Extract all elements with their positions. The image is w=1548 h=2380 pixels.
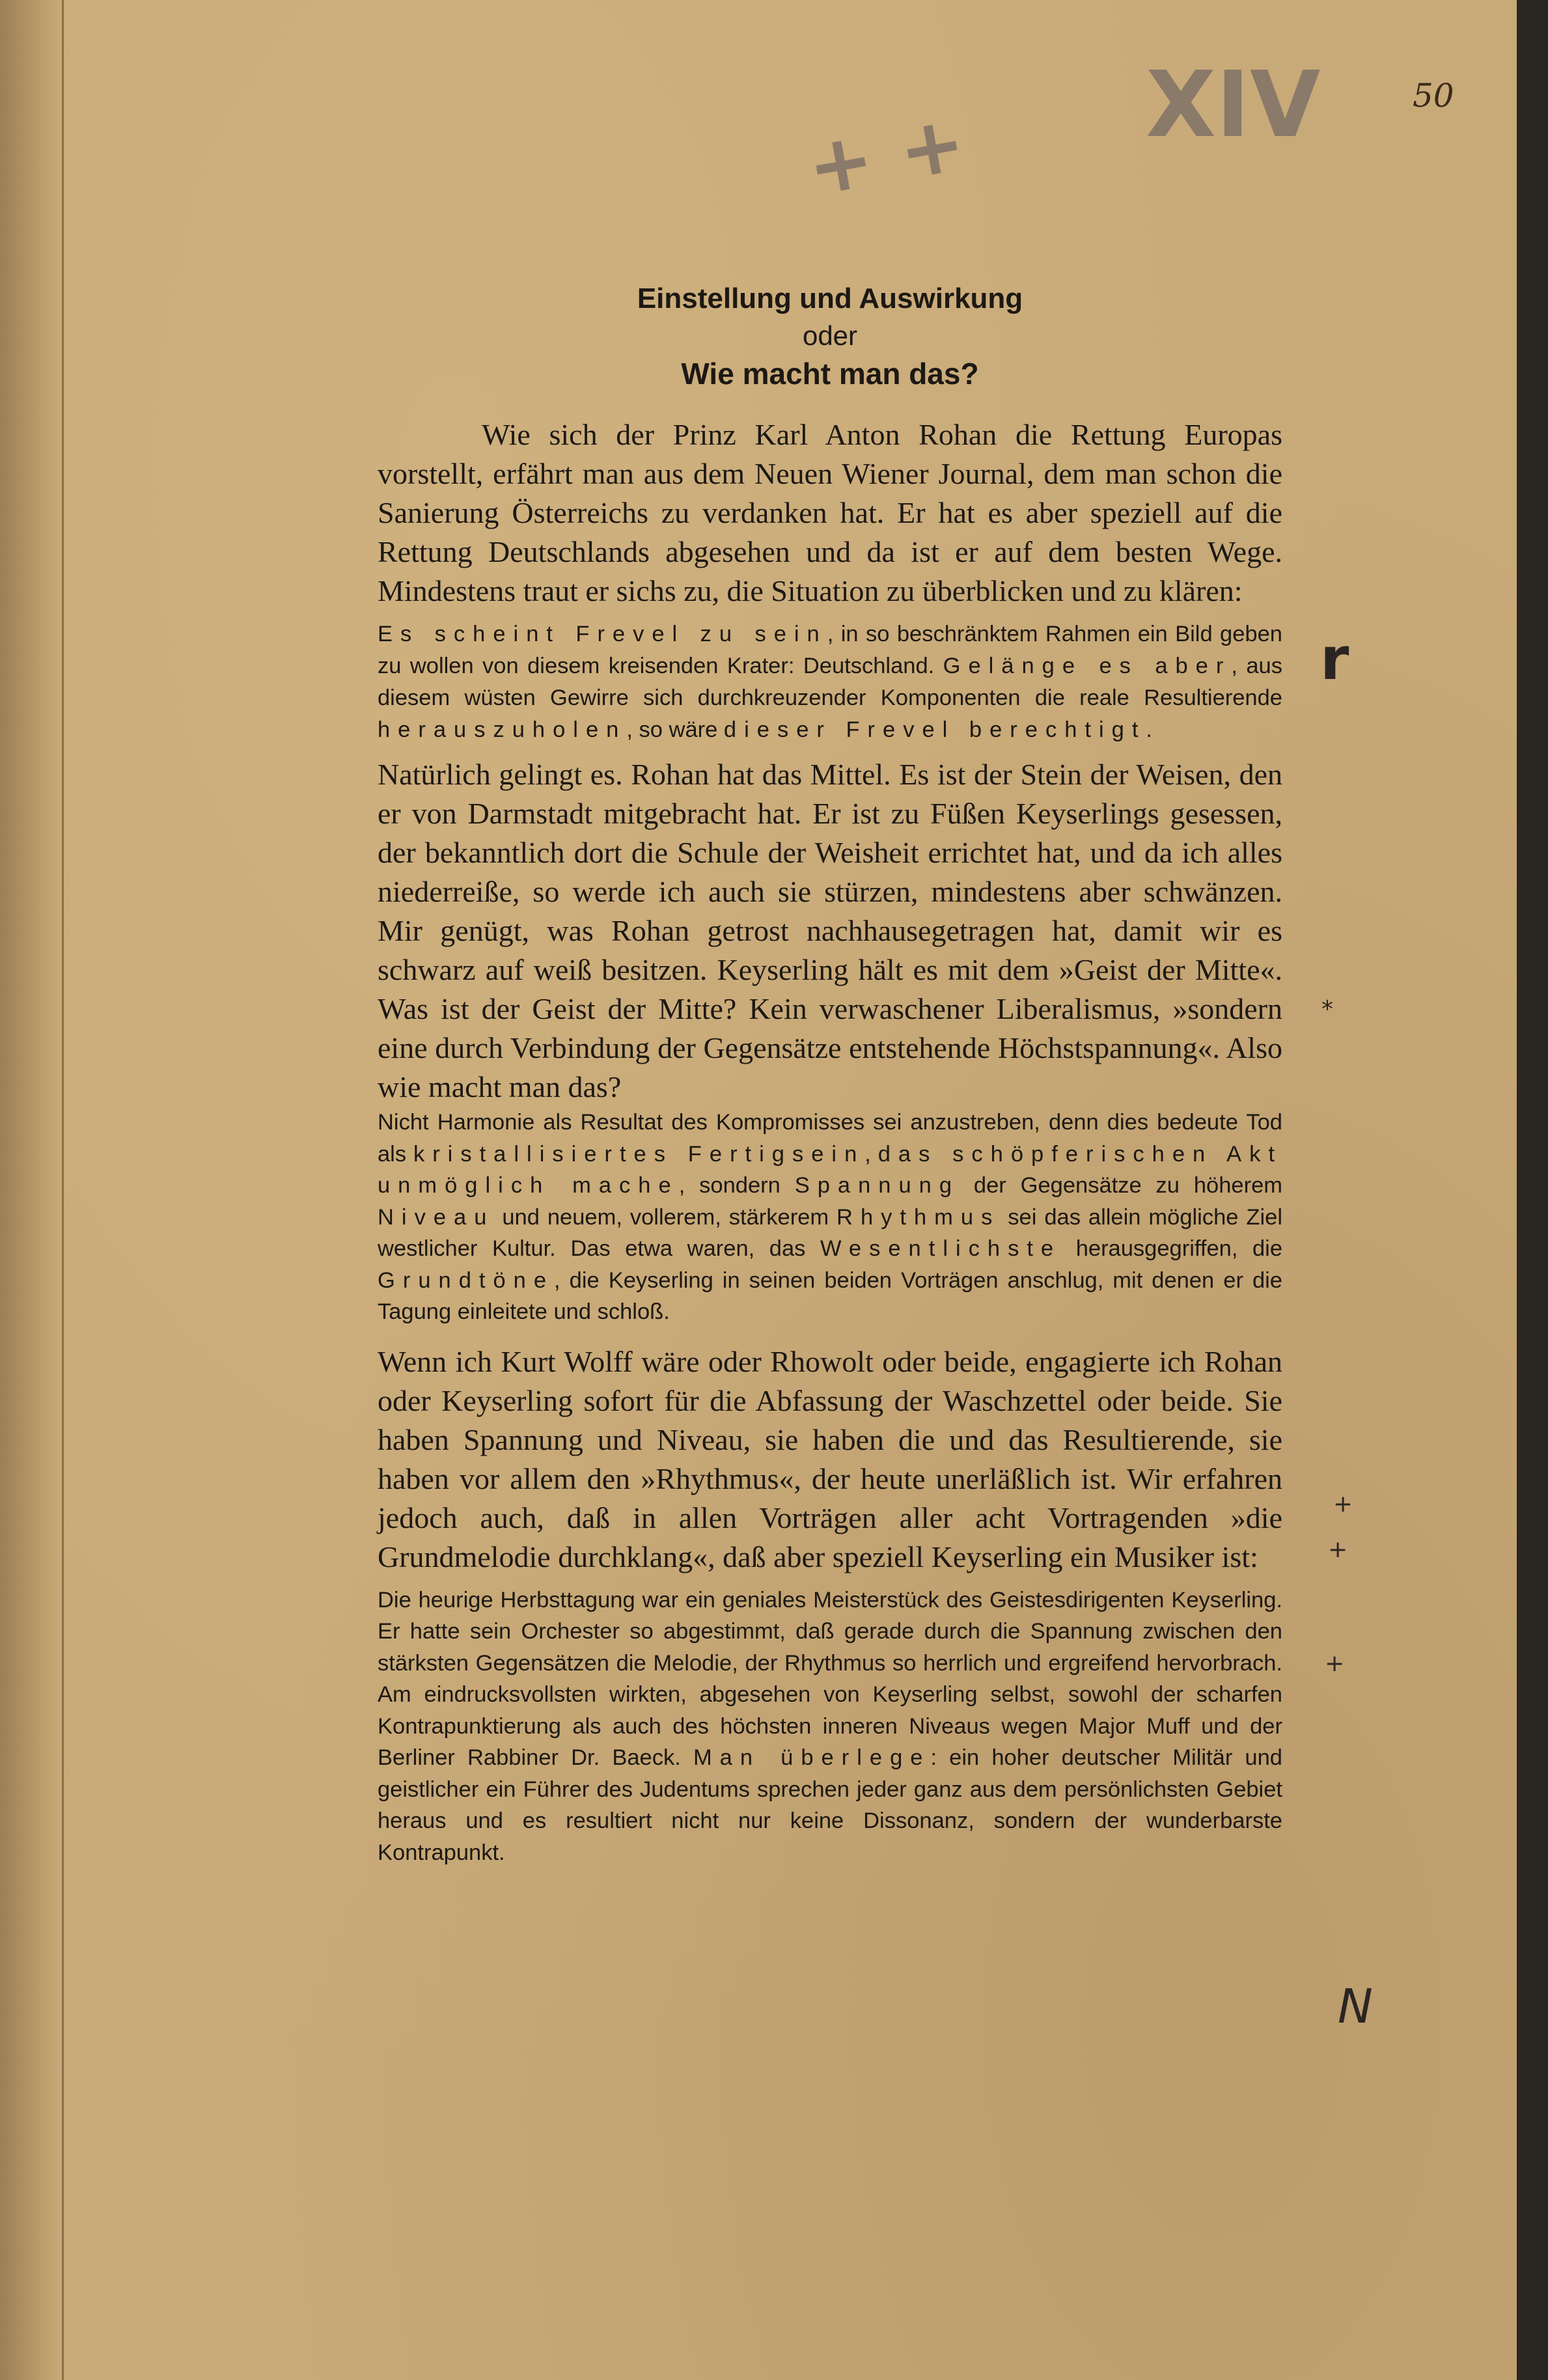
quote-3 xyxy=(378,1584,1282,1869)
pencil-mark-top-left: + + xyxy=(800,97,973,215)
margin-mark-4: + xyxy=(1328,1536,1348,1563)
quote-2-text-2: , xyxy=(864,1141,878,1167)
margin-mark-3: + xyxy=(1333,1491,1353,1517)
quote-1 xyxy=(378,618,1282,746)
article-body xyxy=(378,280,1282,1868)
article-title-connector: oder xyxy=(802,320,858,351)
quote-2-text-3: , sondern xyxy=(678,1173,795,1198)
quote-2-text-6: sei das allein mögliche Ziel westlicher Kultur. Das etwa waren, das xyxy=(378,1204,1282,1261)
quote-1-text-4: . xyxy=(1146,717,1152,742)
quote-2-spaced-3: Spannung xyxy=(794,1173,960,1198)
article-title: Einstellung und Auswirkung xyxy=(637,283,1023,314)
quote-2-spaced-6: Wesentlichste xyxy=(820,1236,1062,1261)
quote-2-spaced-1: kristallisiertes Fertigsein xyxy=(413,1141,865,1167)
margin-mark-6: N xyxy=(1338,1979,1373,2034)
paragraph-3: Wenn ich Kurt Wolff wäre oder Rhowolt oder beide, engagierte ich Rohan oder Keyserling sofort für die Abfassung der Waschzettel oder beide. Sie haben Spannung und Niveau, sie haben die und das Resultierende, sie haben vor allem den »Rhythmus«, der heute unerläßlich ist. Wir erfahren jedoch auch, daß in allen Vorträgen aller acht Vortragenden »die Grundmelodie durchklang«, daß aber speziell Keyserling ein Musiker ist: xyxy=(378,1344,1282,1573)
quote-3-text-1: Die heurige Herbsttagung war ein geniales Meisterstück des Geistesdirigenten Keyserling. Er hatte sein Orchester so abgestimmt, daß gerade durch die Spannung zwischen den stärksten Gegensätzen die Melodie, der Rhythmus so herrlich und ergreifend hervorbrach. Am eindrucksvollsten wirkten, abgesehen von Keyserling selbst, sowohl der scharfen Kontrapunktierung als auch des höchsten inneren Niveaus wegen Major Muff und der Berliner Rabbiner Dr. Baeck. xyxy=(378,1587,1282,1770)
quote-1-spaced-3: herauszuholen xyxy=(378,717,627,742)
quote-2 xyxy=(378,1107,1282,1328)
quote-2-spaced-5: Rhythmus xyxy=(836,1204,1001,1230)
page-number: 50 xyxy=(1413,77,1454,115)
quote-2-text-8: , die Keyserling in seinen beiden Vorträgen anschlug, mit denen er die Tagung einleitete und schloß. xyxy=(378,1267,1282,1324)
quote-3-text-2: : ein hoher deutscher Militär und geistlicher ein Führer des Judentums sprechen jeder ganz aus dem persönlichsten Gebiet heraus und es resultiert nicht nur keine Dissonanz, sondern der wunderbarste Kontrapunkt. xyxy=(378,1745,1282,1865)
quote-2-text-7: herausgegriffen, die xyxy=(1061,1236,1283,1261)
margin-mark-2: * xyxy=(1321,996,1333,1023)
quote-1-spaced-2: Gelänge es aber xyxy=(943,654,1232,678)
quote-2-spaced-4: Niveau xyxy=(378,1204,495,1230)
quote-1-spaced-4: dieser Frevel berechtigt xyxy=(723,717,1146,742)
quote-1-spaced-1: Es scheint Frevel zu sein xyxy=(378,622,827,646)
article-subtitle: Wie macht man das? xyxy=(681,357,979,391)
pencil-mark-top-right: XIV xyxy=(1146,52,1321,158)
page-binding-edge xyxy=(0,0,64,2380)
margin-mark-5: + xyxy=(1325,1650,1345,1677)
quote-3-spaced-1: Man überlege xyxy=(693,1745,931,1770)
quote-2-spaced-2: das schöpferischen Akt unmöglich mache xyxy=(378,1141,1282,1198)
paragraph-2: Natürlich gelingt es. Rohan hat das Mittel. Es ist der Stein der Weisen, den er von Darmstadt mitgebracht hat. Er ist zu Füßen Keyserlings gesessen, der bekanntlich dort die Schule der Weisheit errichtet hat, und da ich alles niederreiße, so werde ich auch sie stürzen, mindestens aber schwänzen. Mir genügt, was Rohan getrost nachhausegetragen hat, damit wir es schwarz auf weiß besitzen. Keyserling hält es mit dem »Geist der Mitte«. Was ist der Geist der Mitte? Kein verwaschener Liberalismus, »sondern eine durch Verbindung der Gegensätze entstehende Höchstspannung«. Also wie macht man das? xyxy=(378,758,1282,1103)
scan-background-edge xyxy=(1517,0,1548,2380)
margin-mark-1: r xyxy=(1320,625,1349,693)
quote-1-text-2: , aus diesem wüsten Gewirre sich durchkreuzender Komponenten die reale Resultierende xyxy=(378,654,1282,710)
paragraph-1: Wie sich der Prinz Karl Anton Rohan die Rettung Europas vorstellt, erfährt man aus dem Neuen Wiener Journal, dem man schon die Sanierung Österreichs zu verdanken hat. Er hat es aber speziell auf die Rettung Deutschlands abgesehen und da ist er auf dem besten Wege. Mindestens traut er sichs zu, die Situation zu überblicken und zu klären: xyxy=(378,418,1282,607)
quote-2-text-1: Nicht Harmonie als Resultat des Kompromisses sei anzustreben, denn dies bedeute Tod als xyxy=(378,1110,1282,1167)
quote-2-spaced-7: Grundtöne xyxy=(378,1267,555,1293)
quote-2-text-4: der Gegensätze zu höherem xyxy=(960,1173,1282,1198)
quote-2-text-5: und neuem, vollerem, stärkerem xyxy=(494,1204,837,1230)
quote-1-text-1: , in so beschränktem Rahmen ein Bild geben zu wollen von diesem kreisenden Krater: Deutschland. xyxy=(378,622,1282,678)
quote-1-text-3: , so wäre xyxy=(626,717,724,742)
